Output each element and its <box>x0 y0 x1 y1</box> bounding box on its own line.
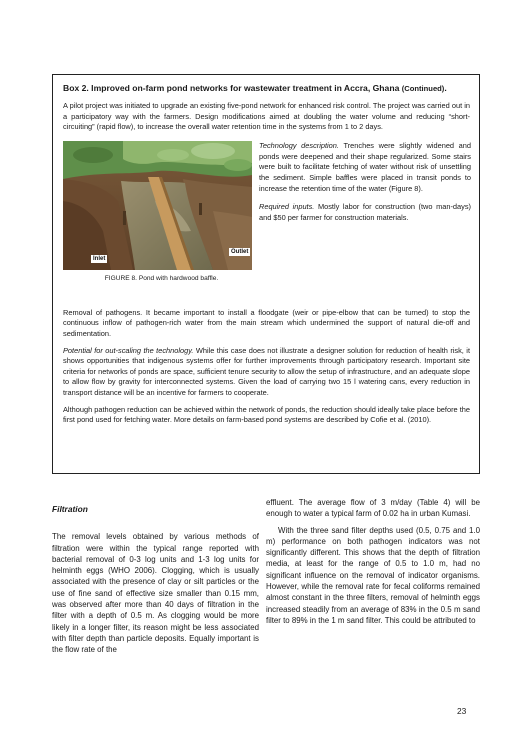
box-2-panel <box>52 74 480 474</box>
technology-description-text: Trenches were slightly widened and ponds were deepened and their shape regularized. Some stairs were built to facilitate fetching of water without risk of unsettling the sediment. Simple baffles were placed in transit ponds to increase the retention time of the water (Figure 8). <box>259 140 471 193</box>
required-inputs-lead: Required inputs. <box>259 201 315 211</box>
section-heading-filtration: Filtration <box>52 504 88 514</box>
pond-photo-illustration <box>63 141 252 270</box>
right-column <box>266 497 480 631</box>
box-intro-paragraph: A pilot project was initiated to upgrade an existing five-pond network for enhanced risk control. The project was carried out in a participatory way with the farmers. Design modifications aimed at doubling the water volume and reducing “short-circuiting” (rapid flow), to increase the overall water retention time in the systems from 1 to 2 days. <box>63 101 470 132</box>
required-inputs-paragraph <box>259 202 471 224</box>
closing-paragraph: Although pathogen reduction can be achieved within the network of ponds, the reduction should ideally take place before the first pond used for fetching water. More details on farm-based pond systems are described by Cofie et al. (2010). <box>63 404 470 425</box>
out-scaling-text: While this case does not illustrate a designer solution for reduction of health risk, it shows opportunities that indigenous systems offer for further improvements through participatory research. Important site criteria for networks of ponds are space, sufficient tenure security to allow the setup of infrastructure, and an adequate slope to allow flow by gravity for interconnected systems. Given the load of carrying two 15 l watering cans, every reduction in transport distance will be an incentive for farmers to cooperate. <box>63 345 471 397</box>
out-scaling-lead: Potential for out-scaling the technology. <box>63 345 194 355</box>
page-number: 23 <box>457 706 467 716</box>
photo-label-outlet: Outlet <box>231 248 249 255</box>
right-column-paragraph-1: effluent. The average flow of 3 m/day (Table 4) will be enough to water a typical farm of 0.02 ha in urban Kumasi. <box>266 498 480 519</box>
figure-row <box>63 141 470 298</box>
left-column-paragraph: The removal levels obtained by various methods of filtration were within the typical range reported with bacterial removal of 0-3 log units and 1-3 log units for helminth eggs (WHO 2006). Clogging, which is usually associated with the presence of clay or silt particles or the use of fine sand of effective size smaller than 0.15 mm, was observed after more than 40 days of filtration in the filter with a depth of 0.5 m. As clogging would be more likely in a longer filter, its reason might be less associated with filter depth than particle deposits. Equally important is the flow rate of the <box>52 532 259 655</box>
box-title-period: . <box>444 83 447 93</box>
figure-caption: FIGURE 8. Pond with hardwood baffle. <box>104 274 219 282</box>
figure-side-text <box>259 141 471 231</box>
required-inputs-text: Mostly labor for construction (two man-days) and $50 per farmer for construction materials. <box>259 201 471 222</box>
out-scaling-paragraph <box>63 346 470 399</box>
technology-description-lead: Technology description. <box>259 140 339 150</box>
box-lower-text <box>63 308 470 426</box>
left-column <box>52 497 259 661</box>
pond-photo <box>63 141 252 270</box>
right-column-paragraph-2: With the three sand filter depths used (0.5, 0.75 and 1.0 m) performance on both pathogen indicators was not significantly different. This shows that the depth of filtration media, at least for the range of 0.5 to 1.0 m, had no significant influence on the removal of indicator organisms. However, while the removal rate for fecal coliforms remained almost constant in the three filters, removal of helminth eggs increased steadily from an average of 83% in the 0.5 m sand filter to 89% in the 1 m sand filter. This could be attributed to <box>266 525 480 625</box>
photo-label-inlet: Inlet <box>93 255 106 262</box>
pathogen-removal-paragraph: Removal of pathogens. It became important to install a floodgate (weir or pipe-elbow that can be turned) to stop the continuous inflow of pathogen-rich water from the main stream which undermined the support of natural die-off and sedimentation. <box>63 307 470 338</box>
box-title-continued: (Continued) <box>401 84 445 93</box>
box-title <box>63 83 470 94</box>
box-title-text: Box 2. Improved on-farm pond networks for wastewater treatment in Accra, Ghana <box>63 83 400 93</box>
technology-description-paragraph <box>259 141 471 195</box>
